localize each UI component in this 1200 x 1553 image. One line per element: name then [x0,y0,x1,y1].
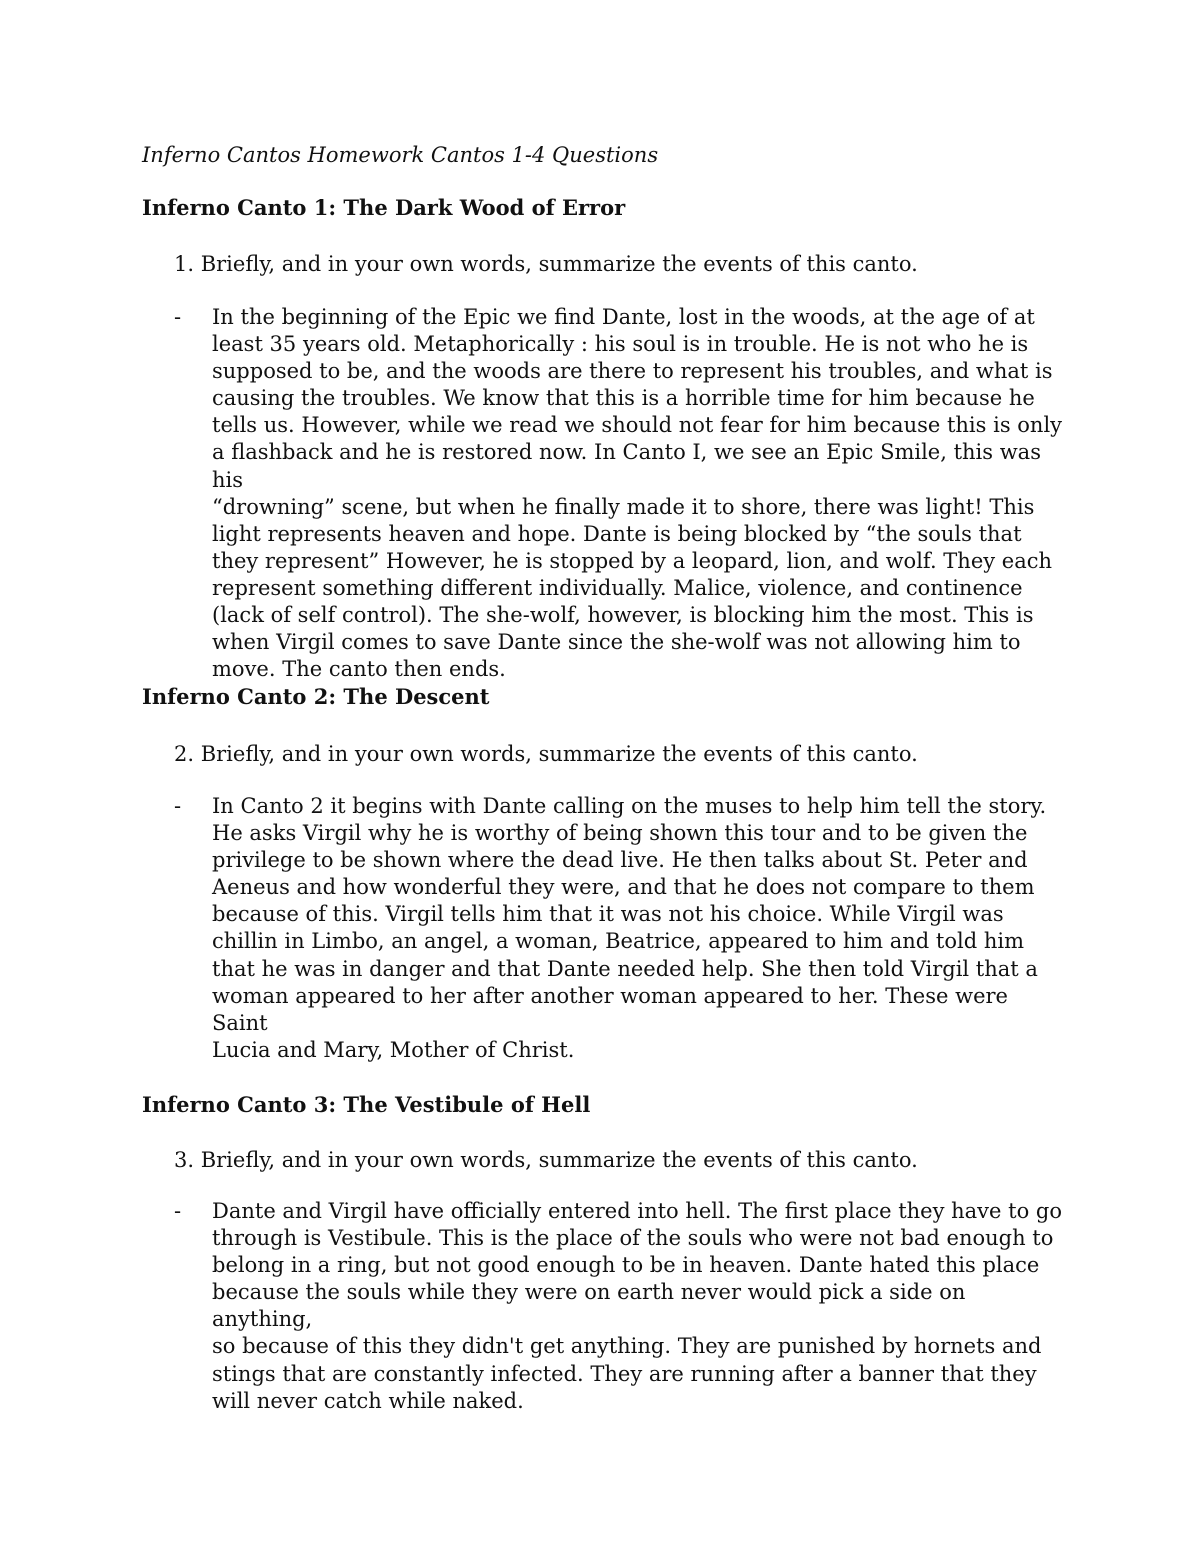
question-canto-3: 3. Briefly, and in your own words, summarize the events of this canto. [174,1148,918,1172]
section-heading-canto-2: Inferno Canto 2: The Descent [142,684,490,709]
document-title: Inferno Cantos Homework Cantos 1-4 Questions [142,143,659,167]
answer-canto-1 [174,304,1064,683]
answer-text-canto-3: Dante and Virgil have officially entered into hell. The first place they have to go through is Vestibule. This is the place of the souls who were not bad enough to belong in a ring, but not good enough to be in heaven. Dante hated this place because the souls while they were on earth never would pick a side on anything, so because of this they didn't get anything. They are punished by hornets and stings that are constantly infected. They are running after a banner that they will never catch while naked. [212,1199,1062,1413]
bullet-dash: - [174,1199,182,1223]
bullet-dash: - [174,794,182,818]
answer-text-canto-2: In Canto 2 it begins with Dante calling on the muses to help him tell the story. He asks Virgil why he is worthy of being shown this tour and to be given the privilege to be shown where the dead live. He then talks about St. Peter and Aeneus and how wonderful they were, and that he does not compare to them because of this. Virgil tells him that it was not his choice. While Virgil was chillin in Limbo, an angel, a woman, Beatrice, appeared to him and told him that he was in danger and that Dante needed help. She then told Virgil that a woman appeared to her after another woman appeared to her. These were Saint Lucia and Mary, Mother of Christ. [212,794,1047,1062]
bullet-dash: - [174,305,182,329]
section-heading-canto-3: Inferno Canto 3: The Vestibule of Hell [142,1092,591,1117]
answer-canto-3 [174,1198,1064,1415]
answer-text-canto-1: In the beginning of the Epic we find Dante, lost in the woods, at the age of at least 35 years old. Metaphorically : his soul is in trouble. He is not who he is supposed to be, and the woods are there to represent his troubles, and what is causing the troubles. We know that this is a horrible time for him because he tells us. However, while we read we should not fear for him because this is only a flashback and he is restored now. In Canto I, we see an Epic Smile, this was his “drowning” scene, but when he finally made it to shore, there was light! This light represents heaven and hope. Dante is being blocked by “the souls that they represent” However, he is stopped by a leopard, lion, and wolf. They each represent something different individually. Malice, violence, and continence (lack of self control). The she-wolf, however, is blocking him the most. This is when Virgil comes to save Dante since the she-wolf was not allowing him to move. The canto then ends. [212,305,1063,682]
answer-canto-2 [174,793,1064,1064]
question-canto-1: 1. Briefly, and in your own words, summarize the events of this canto. [174,252,918,276]
question-canto-2: 2. Briefly, and in your own words, summarize the events of this canto. [174,742,918,766]
section-heading-canto-1: Inferno Canto 1: The Dark Wood of Error [142,195,626,220]
